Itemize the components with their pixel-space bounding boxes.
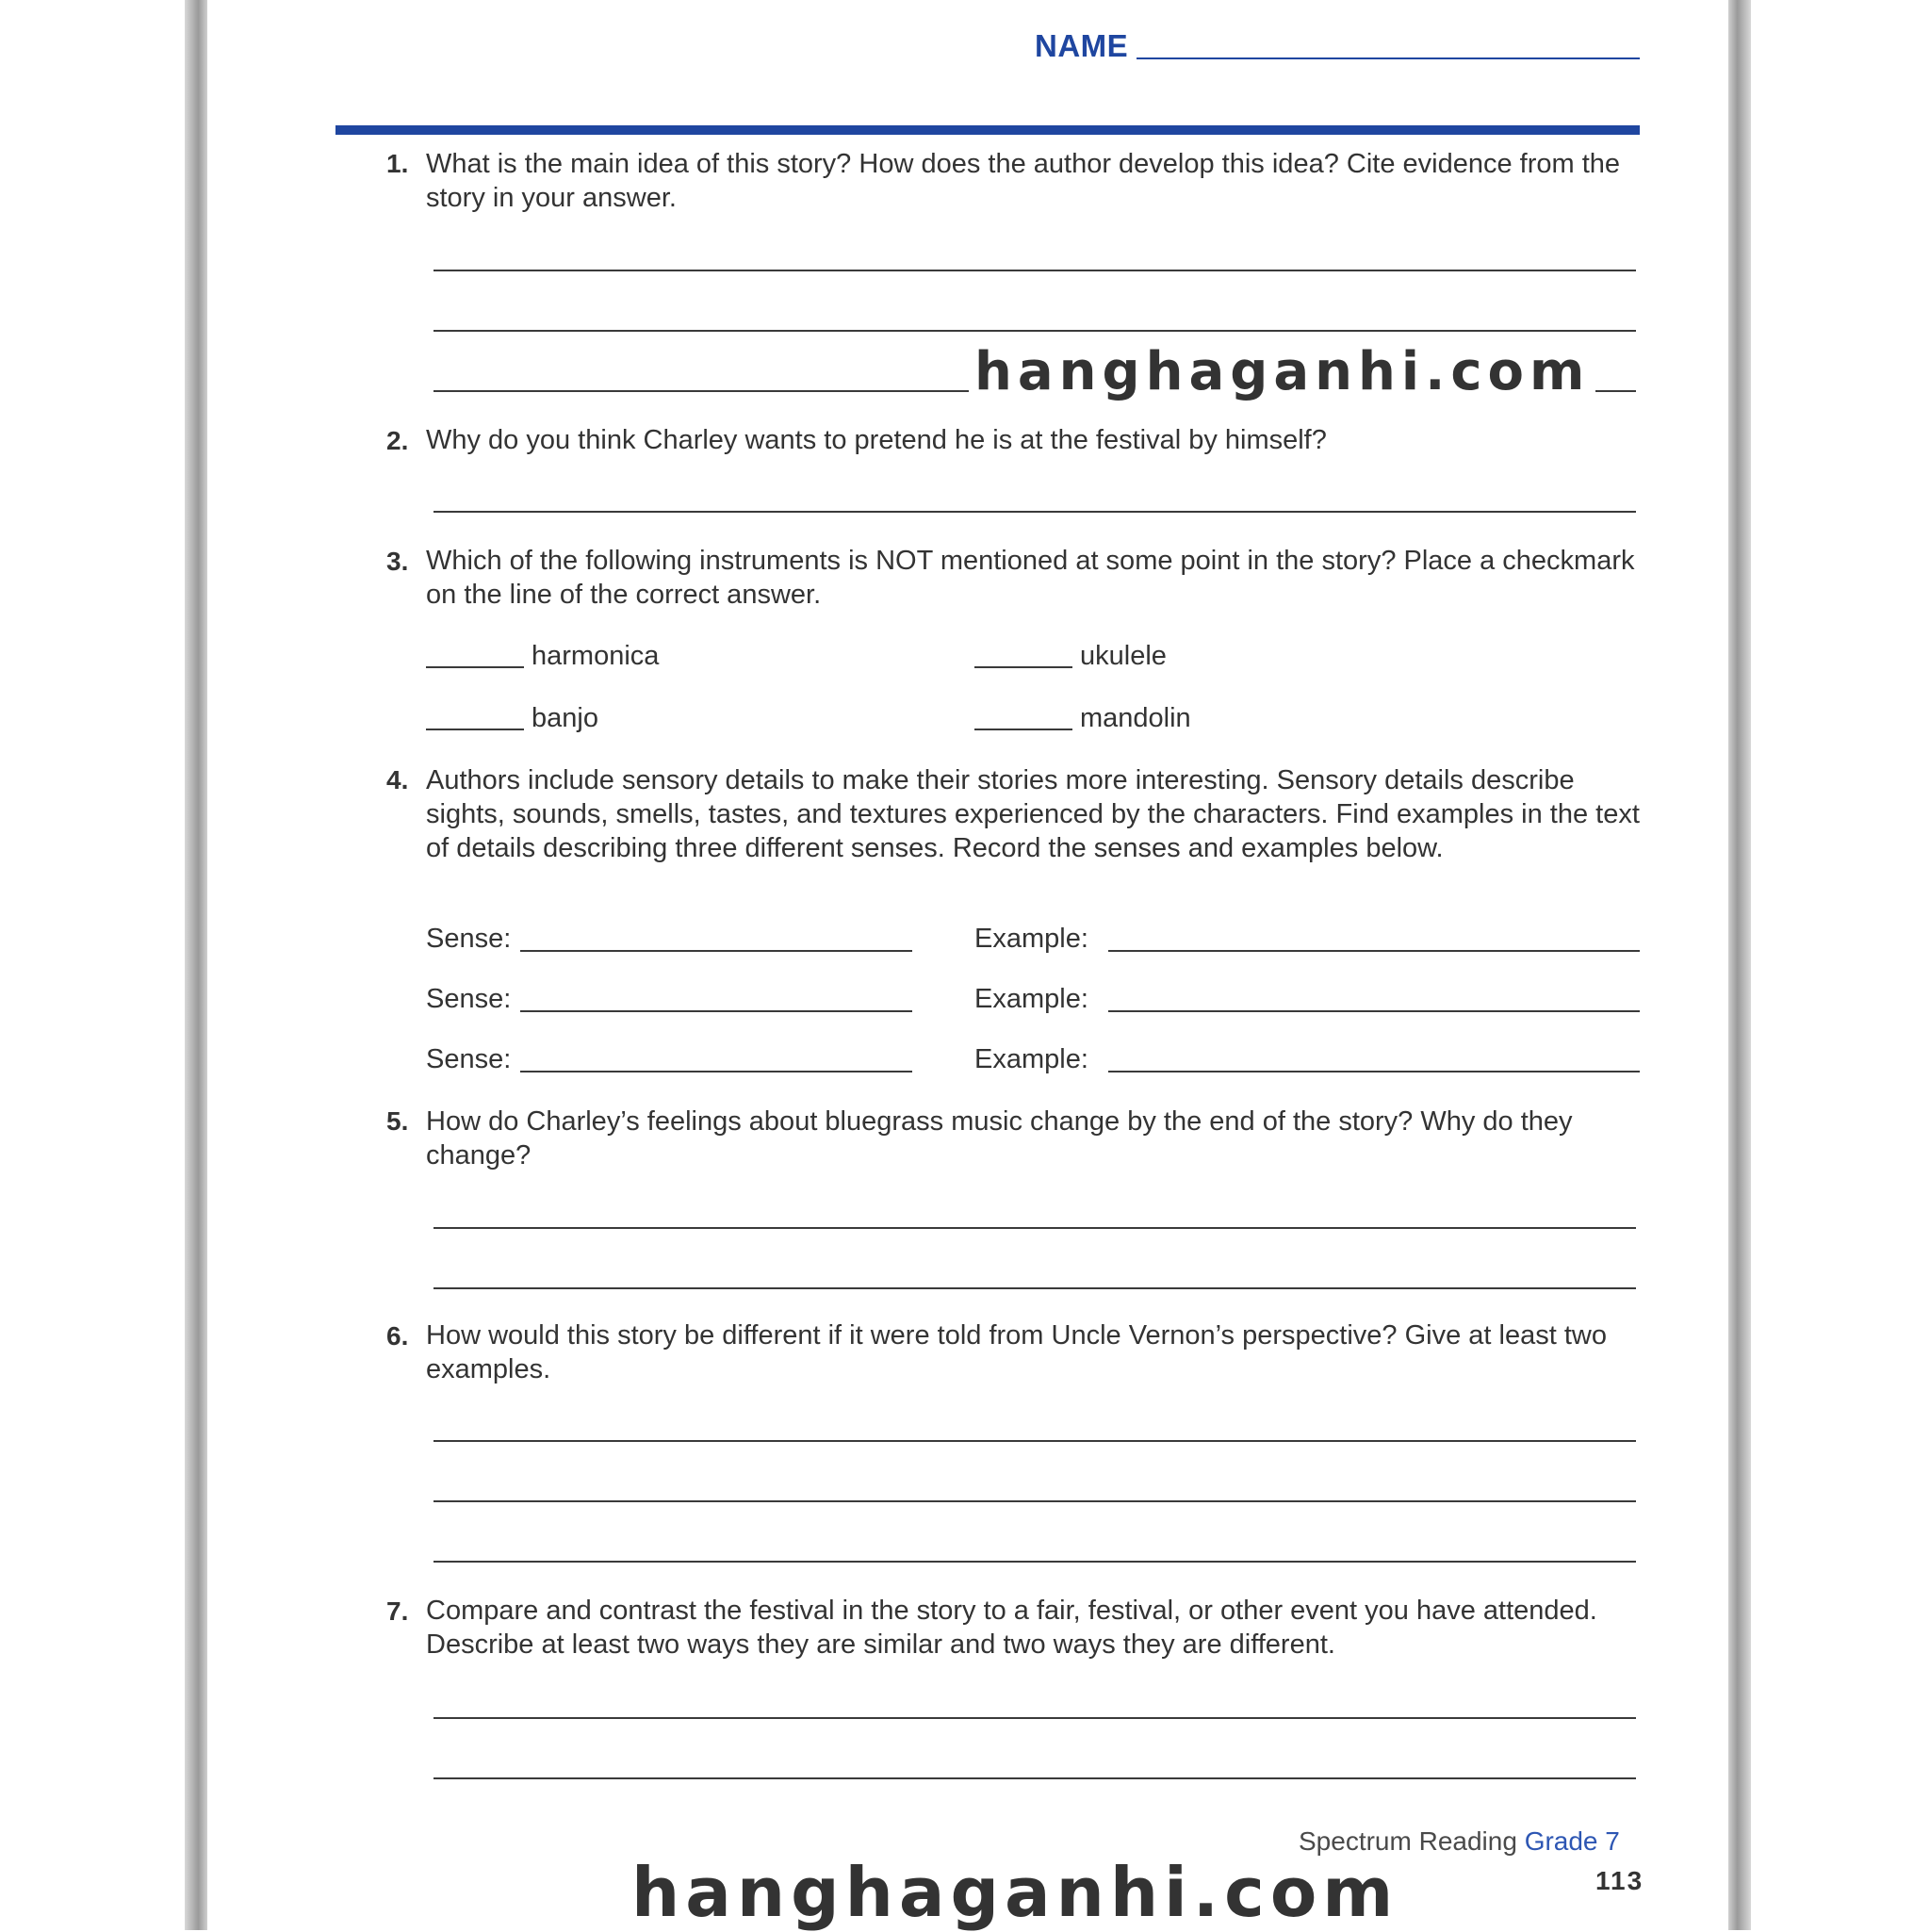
- answer-line[interactable]: [433, 1561, 1636, 1563]
- checkmark-blank[interactable]: [426, 729, 524, 730]
- answer-line[interactable]: [433, 1440, 1636, 1442]
- option-ukulele[interactable]: [974, 641, 1167, 672]
- option-label: mandolin: [1080, 703, 1191, 733]
- question-5-text: How do Charley’s feelings about bluegrass music change by the end of the story? Why do they change?: [426, 1106, 1573, 1171]
- question-3-text: Which of the following instruments is NOT mentioned at some point in the story? Place a checkmark on the line of the correct answer.: [426, 546, 1635, 610]
- page-shadow-right: [1728, 0, 1751, 1930]
- question-7-text: Compare and contrast the festival in the story to a fair, festival, or other event you have attended. Describe at least two ways they are similar and two ways they are different.: [426, 1596, 1597, 1660]
- sense-label: Sense:: [426, 924, 512, 954]
- question-5-number: 5.: [386, 1106, 409, 1136]
- question-2-number: 2.: [386, 426, 409, 455]
- answer-line[interactable]: [433, 270, 1636, 271]
- answer-line[interactable]: [433, 1287, 1636, 1289]
- watermark: hanghaganhi.com: [631, 1853, 1399, 1932]
- checkmark-blank[interactable]: [974, 729, 1072, 730]
- option-label: banjo: [532, 703, 598, 733]
- question-6-number: 6.: [386, 1321, 409, 1351]
- name-label: NAME: [1035, 28, 1129, 63]
- answer-line[interactable]: [433, 330, 1636, 332]
- example-line[interactable]: [1108, 950, 1640, 952]
- header-rule: [335, 125, 1640, 135]
- sense-line[interactable]: [520, 1071, 912, 1072]
- answer-line[interactable]: [433, 511, 1636, 513]
- option-harmonica[interactable]: [426, 641, 659, 672]
- name-field-line[interactable]: [1137, 57, 1640, 59]
- background-right: [1751, 0, 1930, 1930]
- question-6-text: How would this story be different if it were told from Uncle Vernon’s perspective? Give at least two examples.: [426, 1320, 1607, 1384]
- example-line[interactable]: [1108, 1071, 1640, 1072]
- watermark: hanghaganhi.com: [969, 341, 1595, 402]
- answer-line[interactable]: [433, 1777, 1636, 1779]
- checkmark-blank[interactable]: [974, 666, 1072, 668]
- sense-label: Sense:: [426, 1044, 512, 1074]
- checkmark-blank[interactable]: [426, 666, 524, 668]
- question-3-number: 3.: [386, 547, 409, 576]
- option-label: ukulele: [1080, 641, 1167, 671]
- grade-label: Grade 7: [1524, 1826, 1620, 1856]
- question-1-text: What is the main idea of this story? How does the author develop this idea? Cite evidence from the story in your answer.: [426, 149, 1621, 213]
- option-label: harmonica: [532, 641, 660, 671]
- sense-label: Sense:: [426, 984, 512, 1014]
- question-7-number: 7.: [386, 1596, 409, 1626]
- sense-line[interactable]: [520, 1010, 912, 1012]
- answer-line[interactable]: [433, 1717, 1636, 1719]
- example-label: Example:: [974, 924, 1088, 954]
- background-left: [0, 0, 185, 1930]
- question-4-text: Authors include sensory details to make their stories more interesting. Sensory details describe sights, sounds, smells, tastes, and textures experienced by the characters. Find examples in the text of details describing three different senses. Record the senses and examples below.: [426, 765, 1640, 863]
- example-line[interactable]: [1108, 1010, 1640, 1012]
- answer-line[interactable]: [433, 1500, 1636, 1502]
- example-label: Example:: [974, 984, 1088, 1014]
- option-mandolin[interactable]: [974, 703, 1191, 734]
- page-number: 113: [1595, 1866, 1644, 1895]
- series-name: Spectrum Reading: [1299, 1826, 1517, 1856]
- question-1-number: 1.: [386, 149, 409, 178]
- answer-line[interactable]: [433, 1227, 1636, 1229]
- question-4-number: 4.: [386, 765, 409, 794]
- option-banjo[interactable]: [426, 703, 598, 734]
- example-label: Example:: [974, 1044, 1088, 1074]
- page-shadow-left: [185, 0, 207, 1930]
- sense-line[interactable]: [520, 950, 912, 952]
- question-2-text: Why do you think Charley wants to pretend he is at the festival by himself?: [426, 425, 1327, 455]
